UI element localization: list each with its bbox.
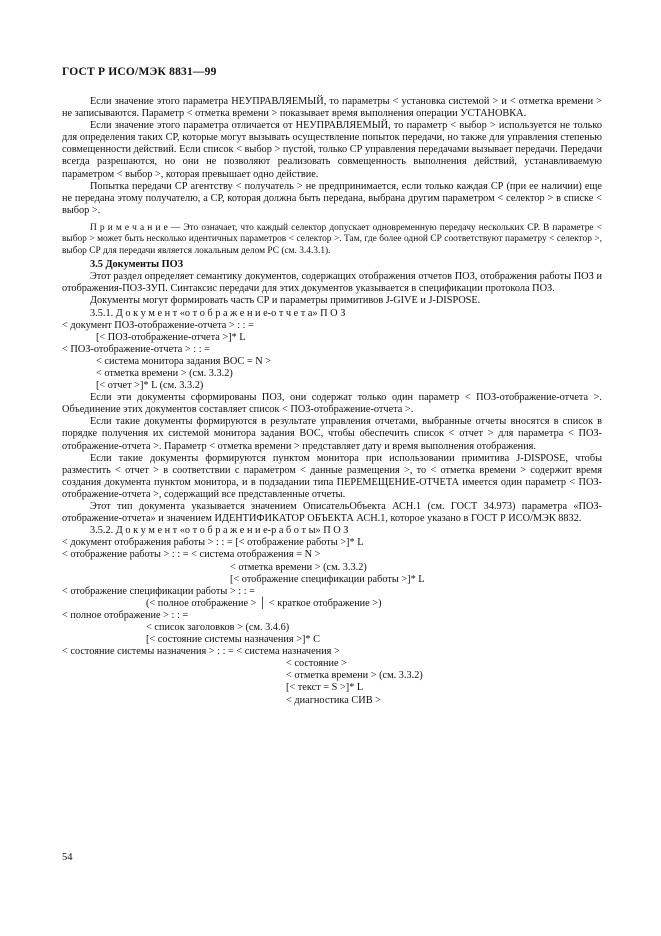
grammar-line: < система монитора задания ВОС = N > <box>96 355 272 367</box>
grammar-line: [< состояние системы назначения >]* С <box>146 634 321 646</box>
paragraph: Если эти документы сформированы ПОЗ, они содержат только один параметр < ПОЗ-отображение-отчета >. Объединение этих документов составляет список < ПОЗ-отображение-отчета >. <box>62 392 602 416</box>
section-title: 3.5 Документы ПОЗ <box>90 259 184 271</box>
grammar-line: < диагностика СИВ > <box>286 694 381 706</box>
subsection-number: 3.5.2. <box>90 525 114 537</box>
paragraph: Попытка передачи СР агентству < получатель > не предпринимается, если только каждая СР (при ее наличии) еще не передана этому получателю, а СР, которая должна быть передана, выбрана другим параметром < селектор > в списке < выбор >. <box>62 180 602 216</box>
page-number: 54 <box>62 852 73 863</box>
grammar-line: < полное отображение > : : = <box>62 609 189 621</box>
grammar-line: < ПОЗ-отображение-отчета > : : = <box>62 343 210 355</box>
paragraph: Если такие документы формируются пунктом монитора при использовании примитива J-DISPOSE, чтобы разместить < отчет > в соответствии с параметром < данные размещения >, то < отметка времени > содержит время создания документа пунктом монитора, и в подзадании типа ПЕРЕМЕЩЕНИЕ-ОТЧЕТА имеется один параметр < ПОЗ-отображение-отчета >, содержащий все представленные отчеты. <box>62 452 602 500</box>
note-text: — Это означает, что каждый селектор допускает одновременную передачу нескольких СР. В параметре < выбор > может быть несколько идентичных параметров < селектор >. Там, где более одной СР соответствуют параметру < селектор >, выбор СР для передачи является локальным делом РС (см. 3.4.3.1). <box>62 222 603 256</box>
document-body <box>62 96 602 707</box>
grammar-line: < список заголовков > (см. 3.4.6) <box>146 621 290 633</box>
grammar-line: < документ ПОЗ-отображение-отчета > : : = <box>62 319 254 331</box>
subsection-name: Д о к у м е н т «о т о б р а ж е н и е-р а б о т ы» П О З <box>113 525 349 537</box>
subsection-title <box>62 525 602 537</box>
paragraph: Этот тип документа указывается значением ОписательОбъекта АСН.1 (см. ГОСТ 34.973) параметра «ПОЗ-отображение-отчета» и значением ИДЕНТИФИКАТОР ОБЪЕКТА АСН.1, которое указано в ГОСТ Р ИСО/МЭК 8832. <box>62 501 602 525</box>
paragraph: Если значение этого параметра отличается от НЕУПРАВЛЯЕМЫЙ, то параметр < выбор > используется не только для определения таких СР, которые могут вызывать осуществление попыток передачи, но также для управления степенью совмещенности действий. Если список < выбор > пустой, только СР управления передачами вызывает передачи. Передачи всегда разрешаются, но они не позволяют реализовать совмещенность выполнения действий, устанавливаемую параметром < выбор >, которая превышает одно действие. <box>62 120 602 180</box>
paragraph: Если такие документы формируются в результате управления отчетами, выбранные отчеты вносятся в список в порядке получения их системой монитора задания ВОС, чтобы обеспечить список < отчет > для параметра < ПОЗ-отображение-отчета >. Параметр < отметка времени > представляет дату и время выполнения отображения. <box>62 416 602 452</box>
paragraph: Документы могут формировать часть СР и параметры примитивов J-GIVE и J-DISPOSE. <box>90 295 481 307</box>
grammar-line: < отображение работы > : : = < система отображения = N > <box>62 549 321 561</box>
note-label: П р и м е ч а н и е <box>90 222 168 233</box>
grammar-line: < отметка времени > (см. 3.3.2) <box>286 670 423 682</box>
paragraph: Этот раздел определяет семантику документов, содержащих отображения отчетов ПОЗ, отображения работы ПОЗ и отображения-ПОЗ-ЗУП. Синтаксис передачи для этих документов указывается в спецификации протокола ПОЗ. <box>62 271 602 295</box>
grammar-line: < состояние > <box>286 658 347 670</box>
grammar-line: < отображение спецификации работы > : : = <box>62 585 255 597</box>
note <box>62 223 602 257</box>
subsection-number: 3.5.1. <box>90 307 114 319</box>
grammar-line: [< текст = S >]* L <box>286 682 364 694</box>
grammar-line: [< отображение спецификации работы >]* L <box>230 573 425 585</box>
subsection-title <box>62 308 602 320</box>
subsection-name: Д о к у м е н т «о т о б р а ж е н и е-о т ч е т а» П О З <box>113 307 346 319</box>
paragraph: Если значение этого параметра НЕУПРАВЛЯЕМЫЙ, то параметры < установка системой > и < отметка времени > не записываются. Параметр < отметка времени > показывает время выполнения операции УСТАНОВКА. <box>62 96 602 120</box>
grammar-line: < состояние системы назначения > : : = < система назначения > <box>62 646 340 658</box>
running-header: ГОСТ Р ИСО/МЭК 8831—99 <box>62 66 217 78</box>
grammar-line: < документ отображения работы > : : = [< отображение работы >]* L <box>62 537 364 549</box>
grammar-line: [< ПОЗ-отображение-отчета >]* L <box>96 331 246 343</box>
grammar-line: (< полное отображение > │ < краткое отображение >) <box>146 597 382 609</box>
grammar-line: < отметка времени > (см. 3.3.2) <box>96 368 233 379</box>
grammar-line: < отметка времени > (см. 3.3.2) <box>230 561 367 573</box>
grammar-line: [< отчет >]* L (см. 3.3.2) <box>96 380 204 392</box>
